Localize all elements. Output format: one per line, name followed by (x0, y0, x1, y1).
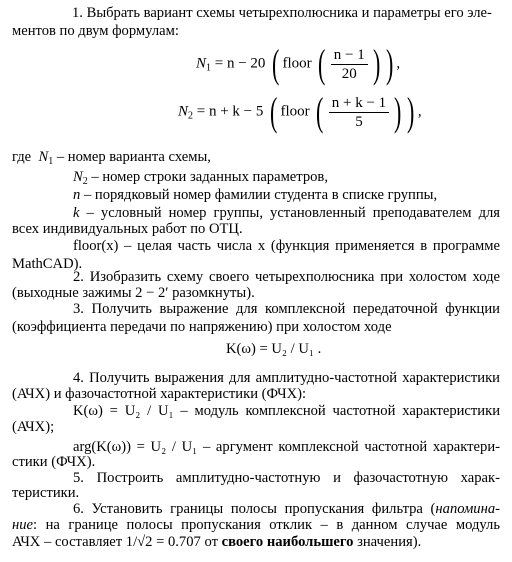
where-n (73, 186, 437, 204)
fraction-numerator: n + k − 1 (329, 95, 389, 113)
formula-n1-subscript: 1 (206, 62, 212, 74)
paragraph-6-line-2 (12, 516, 500, 534)
paragraph-5-line-2: теристики. (12, 485, 80, 501)
formula-n1-symbol: N (196, 55, 207, 72)
formula-n2-symbol: N (178, 103, 189, 120)
n1-subscript: 1 (48, 156, 54, 167)
n1-symbol: N (38, 149, 49, 165)
fraction (331, 47, 368, 82)
ach-description: – модуль комплексной частотной характеристики (180, 403, 500, 419)
fraction-numerator: n − 1 (331, 47, 368, 65)
paragraph-6-emphasis: своего наибольшего (221, 534, 354, 550)
formula-n2-comma: , (417, 103, 422, 120)
paragraph-3-line-1: 3. Получить выражение для комплексной передаточной функции (73, 301, 500, 317)
k-symbol: k (73, 205, 80, 221)
close-paren-inner: ) (394, 89, 402, 134)
fch-description: – аргумент комплексной частотной характери- (202, 439, 500, 455)
n2-subscript: 2 (82, 176, 88, 187)
fraction (329, 95, 389, 130)
paragraph-6-value: АЧХ – составляет 1/√2 = 0.707 (12, 534, 201, 550)
paragraph-6-text: 6. Установить границы полосы пропускания фильтра ( (73, 501, 436, 517)
fraction-denominator: 5 (355, 113, 363, 130)
paragraph-1-line-2: ментов по двум формулам: (12, 23, 179, 39)
paragraph-5-line-1: 5. Построить амплитудно-частотную и фазочастотную харак- (73, 470, 500, 486)
paragraph-4-ach-end: (АЧХ); (12, 419, 55, 435)
formula-n2-subscript: 2 (188, 110, 194, 122)
open-paren-inner: ( (318, 41, 326, 86)
where-floor-line-1 (73, 237, 500, 255)
paragraph-6-note-end: ние (12, 517, 34, 533)
formula-n2 (178, 89, 422, 134)
floor-function: floor (282, 55, 312, 72)
paragraph-6-end: значения). (357, 534, 422, 550)
close-paren-inner: ) (372, 41, 381, 86)
open-paren-inner: ( (316, 89, 324, 134)
paragraph-6-from: от (204, 534, 218, 550)
where-k-line-2: всех индивидуальных работ по ОТЦ. (12, 221, 243, 237)
where-intro: где (12, 149, 32, 165)
close-paren: ) (407, 89, 415, 134)
floor-function: floor (280, 103, 310, 120)
n-symbol: n (73, 187, 81, 203)
formula-n1-expression: = n − 20 (214, 55, 266, 72)
ach-formula: K(ω) = U₂ / U₁ (73, 403, 174, 419)
paragraph-1-line-1: 1. Выбрать вариант схемы четырехполюсника и параметры его эле- (72, 5, 492, 21)
paragraph-4-ach (73, 402, 500, 420)
formula-n2-expression: = n + k − 5 (196, 103, 264, 120)
paragraph-6-line-3 (12, 533, 421, 551)
k-description: – условный номер группы, установленный преподавателем для (86, 205, 500, 221)
open-paren: ( (272, 41, 280, 86)
paragraph-2-line-2: (выходные зажимы 2 − 2′ разомкнуты). (12, 285, 255, 301)
paragraph-3-line-2: (коэффициента передачи по напряжению) при холостом ходе (12, 319, 392, 335)
paragraph-4-line-1: 4. Получить выражения для амплитудно-частотной характеристики (73, 370, 500, 386)
where-floor-line-2: MathCAD). (12, 256, 83, 272)
n2-symbol: N (73, 169, 83, 185)
paragraph-6-text-2: : на границе полосы пропускания отклик – в данном случае модуль (33, 517, 500, 533)
paragraph-4-line-2: (АЧХ) и фазочастотной характеристики (ФЧХ): (12, 386, 307, 402)
n1-description: – номер варианта схемы, (56, 149, 211, 165)
paragraph-4-fch-end: стики (ФЧХ). (12, 454, 96, 470)
paragraph-6-note: напомина- (435, 501, 500, 517)
fch-formula: arg(K(ω)) = U₂ / U₁ (73, 439, 198, 455)
floor-symbol: floor(x) (73, 238, 119, 254)
n2-description: – номер строки заданных параметров, (91, 169, 328, 185)
n-description: – порядковый номер фамилии студента в списке группы, (83, 187, 438, 203)
paragraph-2-line-1: 2. Изобразить схему своего четырехполюсника при холостом ходе (73, 269, 500, 285)
formula-n1 (196, 41, 401, 86)
formula-transfer-function: K(ω) = U₂ / U₁ . (226, 341, 322, 357)
paragraph-4-fch (73, 438, 500, 456)
formula-n1-comma: , (396, 55, 401, 72)
close-paren: ) (386, 41, 394, 86)
open-paren: ( (270, 89, 278, 134)
fraction-denominator: 20 (341, 65, 357, 82)
floor-description: – целая часть числа x (функция применяется в программе (124, 238, 500, 254)
